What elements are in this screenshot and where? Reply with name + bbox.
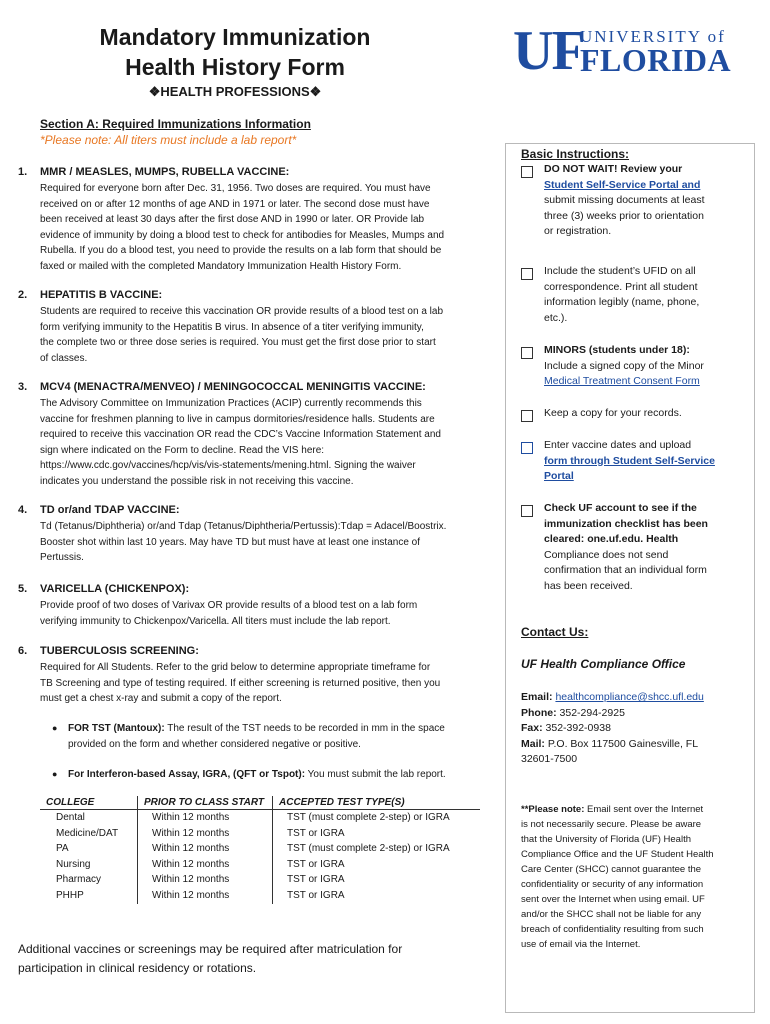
fax-label: Fax:: [521, 722, 543, 734]
phone-value: 352-294-2925: [559, 706, 625, 719]
text-line: Booster shot within last 10 years. May have TD but must have at least one instance of: [40, 536, 421, 548]
text-line: of classes.: [40, 352, 88, 364]
instruction-5: [544, 438, 734, 485]
instruction-text: etc.).: [544, 311, 568, 324]
text-line: verifying immunity to Chickenpox/Varicella. All titers must include the lab report.: [40, 615, 391, 627]
text-line: Pertussis.: [40, 552, 84, 563]
minor-consent-form-link[interactable]: Medical Treatment Consent Form: [544, 375, 700, 387]
cell-accepted: TST or IGRA: [273, 888, 481, 904]
item-3-heading: MCV4 (MENACTRA/MENVEO) / MENINGOCOCCAL MENINGITIS VACCINE:: [40, 381, 426, 393]
instruction-text: immunization checklist has been: [544, 517, 708, 530]
cell-prior: Within 12 months: [138, 872, 273, 888]
portal-link[interactable]: Portal: [544, 470, 574, 482]
note-text: confidentiality or security of any information: [521, 879, 704, 890]
checkbox[interactable]: [521, 410, 533, 422]
bullet-text: You must submit the lab report.: [305, 769, 446, 780]
cell-college: Pharmacy: [56, 874, 102, 886]
item-2-body: [40, 304, 443, 366]
cell-accepted: TST or IGRA: [273, 857, 481, 873]
cell-prior: Within 12 months: [138, 810, 273, 826]
item-1-body: [40, 181, 444, 274]
instruction-text: Include the student’s UFID on all: [544, 265, 696, 277]
instruction-2: [544, 264, 734, 326]
note-text: Care Center (SHCC) cannot guarantee the: [521, 864, 702, 875]
cell-accepted: TST or IGRA: [273, 872, 481, 888]
col-accepted: ACCEPTED TEST TYPE(S): [273, 796, 481, 810]
tb-table: [40, 796, 480, 904]
instruction-text: submit missing documents at least: [544, 194, 705, 206]
text-line: evidence of immunity by doing a blood test to check for antibodies for Measles, Mumps and: [40, 229, 445, 241]
col-prior: PRIOR TO CLASS START: [138, 796, 273, 810]
bullet-label: FOR TST (Mantoux):: [68, 723, 165, 734]
cell-prior: Within 12 months: [138, 826, 273, 842]
cell-accepted: TST (must complete 2-step) or IGRA: [273, 841, 481, 857]
item-4-heading: TD or/and TDAP VACCINE:: [40, 504, 180, 516]
text-line: The Advisory Committee on Immunization Practices (ACIP) currently recommends this: [40, 398, 422, 409]
fax-value: 352-392-0938: [545, 722, 611, 734]
instruction-text: has been received.: [544, 579, 633, 592]
self-service-portal-link[interactable]: Student Self-Service Portal and: [544, 178, 701, 191]
cell-college: Medicine/DAT: [56, 827, 119, 839]
bullet-dot: ●: [52, 723, 58, 733]
mail-value: P.O. Box 117500 Gainesville, FL: [547, 737, 699, 750]
phone-label: Phone:: [521, 706, 557, 719]
contact-details: [521, 690, 741, 768]
cell-prior: Within 12 months: [138, 888, 273, 904]
cell-college: Dental: [56, 812, 85, 823]
bullet-igra: [52, 767, 57, 783]
note-text: that the University of Florida (UF) Health: [521, 834, 692, 845]
item-3-body: [40, 396, 441, 489]
instruction-4: Keep a copy for your records.: [544, 407, 682, 419]
instruction-text: Check UF account to see if the: [544, 502, 697, 514]
bullet-label: For Interferon-based Assay, IGRA, (QFT or Tspot):: [68, 769, 306, 780]
item-2-number: 2.: [18, 289, 28, 301]
checkbox[interactable]: [521, 268, 533, 280]
one-uf-link[interactable]: cleared: one.uf.edu. Health: [544, 533, 679, 545]
cell-accepted: TST or IGRA: [273, 826, 481, 842]
text-line: Td (Tetanus/Diphtheria) or/and Tdap (Tetanus/Diphtheria/Pertussis):Tdap = Adacel/Boostrix.: [40, 521, 447, 532]
item-1-heading: MMR / MEASLES, MUMPS, RUBELLA VACCINE:: [40, 166, 290, 178]
title-line-1: Mandatory Immunization: [99, 24, 371, 50]
note-text: breach of confidentiality resulting from such: [521, 924, 704, 935]
cell-prior: Within 12 months: [138, 841, 273, 857]
instruction-text: information legibly (name, phone,: [544, 296, 700, 308]
bullet-dot: ●: [52, 769, 58, 779]
instruction-1: [544, 162, 734, 240]
bullet-text: The result of the TST needs to be recorded in mm in the space: [164, 723, 445, 734]
text-line: Provide proof of two doses of Varivax OR provide results of a blood test on a lab form: [40, 600, 418, 611]
text-line: TB Screening and type of testing required. If either screening is returned positive, then you: [40, 677, 441, 689]
cdc-vis-link-line[interactable]: https://www.cdc.gov/vaccines/hcp/vis/vis-statements/mening.html. Signing the waiver: [40, 460, 416, 471]
footer-line: Additional vaccines or screenings may be required after matriculation for: [18, 942, 403, 956]
item-4-number: 4.: [18, 504, 28, 516]
table-row: [40, 888, 480, 904]
instruction-3: [544, 343, 734, 390]
footer-line: participation in clinical residency or rotations.: [18, 961, 257, 975]
email-security-note: [521, 802, 746, 952]
form-title: [60, 22, 410, 82]
footer-note: [18, 940, 402, 978]
table-row: [40, 810, 480, 826]
bullet-igra-text: [68, 767, 446, 783]
instruction-text: DO NOT WAIT! Review your: [544, 163, 683, 175]
text-line: been received at least 30 days after the first dose AND in 1990 or later. OR Provide lab: [40, 214, 425, 225]
table-row: [40, 826, 480, 842]
note-text: sent over the Internet when using email. UF: [521, 894, 705, 905]
title-line-2: Health History Form: [125, 54, 345, 80]
mail-value-line2: 32601-7500: [521, 753, 578, 765]
cell-prior: Within 12 months: [138, 857, 273, 873]
text-line: indicates you understand the possible risk in not receiving this vaccine.: [40, 475, 354, 487]
cell-college: PHHP: [56, 889, 84, 901]
text-line: vaccine for freshmen planning to live in campus dormitories/residence halls. Students are: [40, 413, 435, 425]
bullet-text-line2: provided on the form and whether considered negative or positive.: [68, 738, 361, 750]
item-1-number: 1.: [18, 166, 28, 178]
note-text: and/or the SHCC shall not be liable for any: [521, 909, 702, 920]
item-5-body: [40, 598, 417, 629]
text-line: sign where indicated on the Form to decline. Read the VIS here:: [40, 444, 325, 456]
checkbox[interactable]: [521, 347, 533, 359]
office-name: UF Health Compliance Office: [521, 657, 686, 671]
item-6-heading: TUBERCULOSIS SCREENING:: [40, 645, 199, 657]
text-line: the complete two or three dose series is required. You must get the first dose prior to start: [40, 337, 436, 348]
bullet-tst-text: [68, 721, 445, 752]
logo-university-text: UNIVERSITY of: [580, 27, 726, 46]
instruction-text: confirmation that an individual form: [544, 564, 707, 576]
bullet-tst: [52, 721, 57, 737]
text-line: required to receive this vaccination OR read the CDC’s Vaccine Information Statement and: [40, 429, 441, 440]
table-row: [40, 872, 480, 888]
text-line: Rubella. If you do a blood test, you need to provide the results on a lab form that should be: [40, 245, 442, 256]
text-line: received on or after 12 months of age AND in 1971 or later. The second dose must have: [40, 198, 430, 210]
contact-heading: Contact Us:: [521, 625, 589, 639]
self-service-portal-link-2[interactable]: form through Student Self-Service: [544, 454, 715, 467]
mail-label: Mail:: [521, 737, 545, 750]
note-text: Compliance Office and the UF Student Health: [521, 849, 714, 860]
text-line: Required for All Students. Refer to the grid below to determine appropriate timeframe for: [40, 662, 431, 673]
section-a-note: *Please note: All titers must include a lab report*: [40, 133, 297, 147]
section-a-title: Section A: Required Immunizations Information: [40, 117, 311, 131]
email-link[interactable]: healthcompliance@shcc.ufl.edu: [555, 691, 704, 703]
item-2-heading: HEPATITIS B VACCINE:: [40, 289, 163, 301]
email-label: Email:: [521, 691, 553, 703]
item-5-heading: VARICELLA (CHICKENPOX):: [40, 583, 190, 595]
item-6-number: 6.: [18, 645, 28, 657]
uf-logo-letters: UF: [513, 20, 584, 82]
please-note-label: **Please note:: [521, 804, 585, 815]
instruction-text: or registration.: [544, 225, 612, 237]
note-text: is not necessarily secure. Please be aware: [521, 819, 702, 830]
instruction-text: Enter vaccine dates and upload: [544, 439, 692, 451]
item-6-body: [40, 660, 440, 707]
note-text: Email sent over the Internet: [584, 804, 704, 815]
table-row: [40, 841, 480, 857]
logo-florida-text: FLORIDA: [580, 42, 732, 78]
text-line: Students are required to receive this vaccination OR provide results of a blood test on a lab: [40, 306, 444, 317]
checkbox[interactable]: [521, 166, 533, 178]
table-row: [40, 857, 480, 873]
cell-accepted: TST (must complete 2-step) or IGRA: [273, 810, 481, 826]
instruction-text: MINORS (students under 18):: [544, 344, 690, 356]
item-4-body: [40, 519, 446, 566]
basic-instructions-heading: Basic Instructions:: [521, 147, 630, 161]
instruction-text: Compliance does not send: [544, 548, 669, 561]
cell-college: Nursing: [56, 858, 91, 870]
instruction-6: [544, 501, 734, 594]
checkbox[interactable]: [521, 442, 533, 454]
subtitle: ❖HEALTH PROFESSIONS❖: [148, 84, 322, 99]
text-line: Required for everyone born after Dec. 31, 1956. Two doses are required. You must have: [40, 183, 431, 194]
text-line: form verifying immunity to the Hepatitis B virus. In absence of a titer verifying immunity,: [40, 321, 424, 333]
text-line: faxed or mailed with the completed Mandatory Immunization Health History Form.: [40, 260, 402, 272]
note-text: use of email via the Internet.: [521, 939, 641, 950]
text-line: must get a chest x-ray and submit a copy of the report.: [40, 693, 282, 704]
item-5-number: 5.: [18, 583, 28, 595]
instruction-text: correspondence. Print all student: [544, 280, 698, 293]
checkbox[interactable]: [521, 505, 533, 517]
instruction-text: three (3) weeks prior to orientation: [544, 209, 704, 222]
item-3-number: 3.: [18, 381, 28, 393]
cell-college: PA: [56, 843, 69, 855]
instruction-text: Include a signed copy of the Minor: [544, 359, 704, 372]
col-college: COLLEGE: [40, 796, 138, 810]
